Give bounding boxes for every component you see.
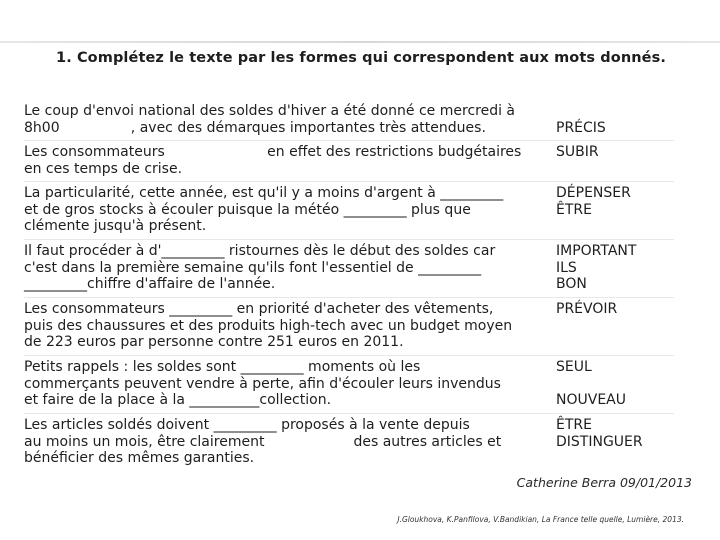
text-line: en ces temps de crise. [24,160,183,177]
keyword: SEUL [556,359,592,375]
paragraph-6 [24,356,674,414]
keyword: ILS [556,259,577,276]
text-line: bénéficier des mêmes garanties. [24,450,255,466]
source-citation: J.Gloukhova, K.Panfilova, V.Bandikian, La France telle quelle, Lumière, 2013. [397,515,684,524]
text-line: et de gros stocks à écouler puisque la météo _________ plus que [24,201,471,218]
text-line: Petits rappels : les soldes sont _________ moments où les [24,359,421,375]
keyword-list [556,185,631,218]
paragraph-5 [24,298,674,356]
keyword: DISTINGUER [556,433,643,450]
keyword: BON [556,276,587,292]
text-line: Les articles soldés doivent _________ proposés à la vente depuis [24,417,470,433]
text-line: Il faut procéder à d'_________ ristournes dès le début des soldes car [24,243,496,259]
keyword-list [556,301,617,318]
text-line: de 223 euros par personne contre 251 euros en 2011. [24,334,404,350]
text-line: Les consommateurs _________ en priorité d'acheter des vêtements, [24,301,494,317]
keyword: ÊTRE [556,417,592,433]
text-line: Les consommateurs en effet des restrictions budgétaires [24,144,522,160]
keyword: DÉPENSER [556,185,631,201]
paragraph-2 [24,141,674,182]
text-line: et faire de la place à la __________collection. [24,392,332,408]
text-line: Le coup d'envoi national des soldes d'hiver a été donné ce mercredi à [24,103,516,119]
keyword: SUBIR [556,144,599,160]
keyword: PRÉCIS [556,119,606,136]
keyword-list [556,243,636,293]
exercise-text [24,100,674,471]
keyword [556,103,606,120]
paragraph-3 [24,182,674,240]
keyword-list [556,417,643,450]
text-line: c'est dans la première semaine qu'ils font l'essentiel de _________ [24,259,482,276]
text-line: _________chiffre d'affaire de l'année. [24,276,276,292]
exercise-title: 1. Complétez le texte par les formes qui correspondent aux mots donnés. [56,50,666,66]
author-signature: Catherine Berra 09/01/2013 [516,475,692,490]
keyword: NOUVEAU [556,392,626,408]
text-line: puis des chaussures et des produits high-tech avec un budget moyen [24,317,513,334]
text-line: La particularité, cette année, est qu'il y a moins d'argent à _________ [24,185,504,201]
text-line: 8h00 , avec des démarques importantes très attendues. [24,119,486,136]
paragraph-7 [24,414,674,471]
text-line: au moins un mois, être clairement des autres articles et [24,433,502,450]
keyword: PRÉVOIR [556,301,618,317]
paragraph-1 [24,100,674,141]
text-line: commerçants peuvent vendre à perte, afin d'écouler leurs invendus [24,375,501,392]
keyword: IMPORTANT [556,243,637,259]
paragraph-4 [24,240,674,298]
top-divider [0,41,720,43]
keyword-list [556,103,606,136]
keyword-list [556,359,626,409]
keyword [556,376,626,393]
keyword: ÊTRE [556,201,592,218]
keyword-list [556,144,599,161]
text-line: clémente jusqu'à présent. [24,218,207,234]
